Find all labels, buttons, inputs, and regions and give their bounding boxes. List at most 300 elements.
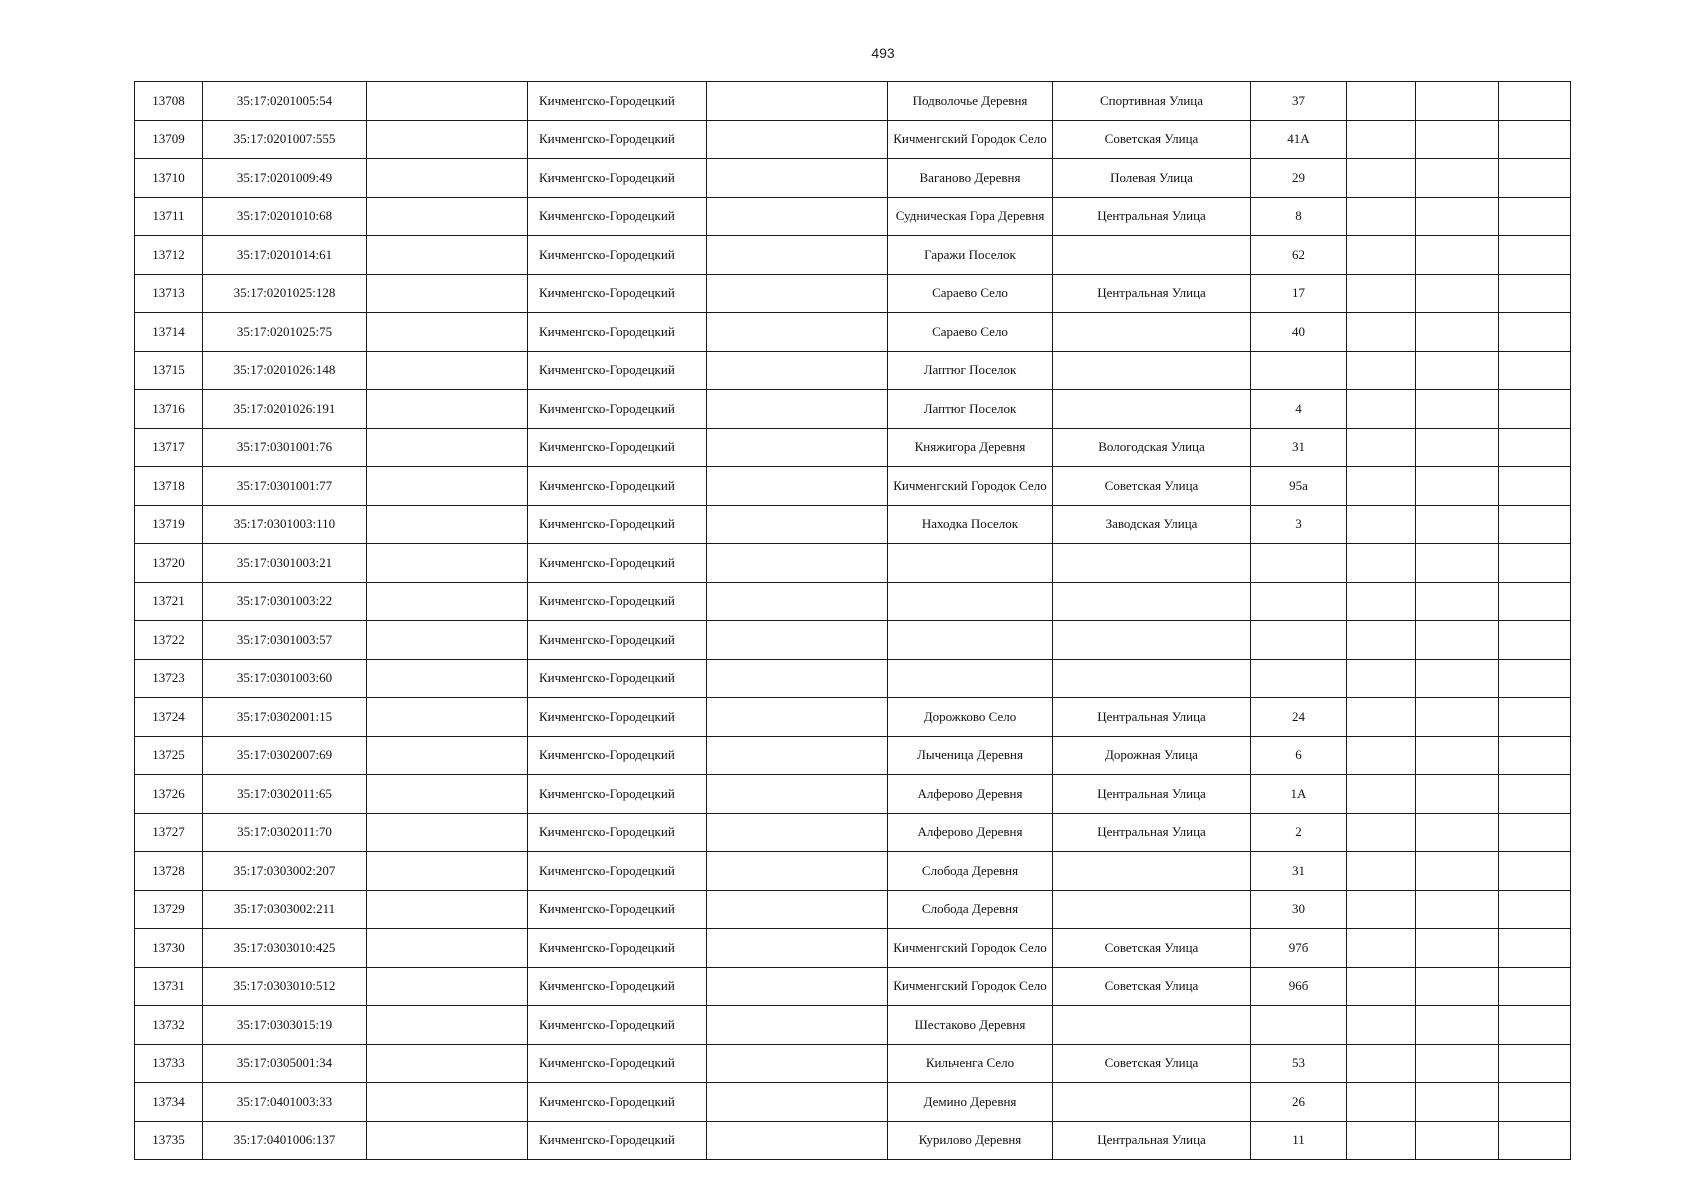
cell-column-3 xyxy=(367,159,528,198)
cell-settlement: Демино Деревня xyxy=(888,1083,1053,1122)
cell-record-number: 13717 xyxy=(135,428,203,467)
cell-street: Центральная Улица xyxy=(1053,698,1251,737)
cell-settlement: Сараево Село xyxy=(888,313,1053,352)
cell-column-9 xyxy=(1347,236,1416,275)
cell-column-3 xyxy=(367,929,528,968)
cell-column-9 xyxy=(1347,544,1416,583)
table-row xyxy=(135,390,1571,429)
cell-settlement: Лаптюг Поселок xyxy=(888,390,1053,429)
cell-column-5 xyxy=(707,582,888,621)
cell-column-11 xyxy=(1499,1121,1571,1160)
cell-column-5 xyxy=(707,428,888,467)
table-row xyxy=(135,313,1571,352)
cell-cadastral-number: 35:17:0201009:49 xyxy=(203,159,367,198)
cell-house-number: 30 xyxy=(1251,890,1347,929)
cell-column-3 xyxy=(367,390,528,429)
table-row xyxy=(135,621,1571,660)
table-row xyxy=(135,775,1571,814)
cell-cadastral-number: 35:17:0305001:34 xyxy=(203,1044,367,1083)
cell-column-10 xyxy=(1416,1044,1499,1083)
cell-cadastral-number: 35:17:0301001:77 xyxy=(203,467,367,506)
table-row xyxy=(135,82,1571,121)
cell-column-5 xyxy=(707,236,888,275)
cell-record-number: 13716 xyxy=(135,390,203,429)
cell-column-10 xyxy=(1416,1006,1499,1045)
table-row xyxy=(135,544,1571,583)
cell-column-3 xyxy=(367,967,528,1006)
cell-record-number: 13731 xyxy=(135,967,203,1006)
cell-column-3 xyxy=(367,890,528,929)
cell-district: Кичменгско-Городецкий xyxy=(528,351,707,390)
cell-column-3 xyxy=(367,698,528,737)
cell-settlement: Лыченица Деревня xyxy=(888,736,1053,775)
cell-settlement: Алферово Деревня xyxy=(888,813,1053,852)
cell-record-number: 13734 xyxy=(135,1083,203,1122)
cell-column-11 xyxy=(1499,505,1571,544)
table-row xyxy=(135,582,1571,621)
cell-cadastral-number: 35:17:0301001:76 xyxy=(203,428,367,467)
cell-record-number: 13724 xyxy=(135,698,203,737)
cell-district: Кичменгско-Городецкий xyxy=(528,274,707,313)
cell-column-9 xyxy=(1347,120,1416,159)
table-row xyxy=(135,1083,1571,1122)
cell-street: Центральная Улица xyxy=(1053,197,1251,236)
cell-column-9 xyxy=(1347,1083,1416,1122)
cell-column-9 xyxy=(1347,467,1416,506)
cell-record-number: 13718 xyxy=(135,467,203,506)
cell-column-3 xyxy=(367,274,528,313)
cell-column-5 xyxy=(707,621,888,660)
cell-cadastral-number: 35:17:0401003:33 xyxy=(203,1083,367,1122)
cell-column-3 xyxy=(367,544,528,583)
cell-district: Кичменгско-Городецкий xyxy=(528,1121,707,1160)
cell-house-number: 4 xyxy=(1251,390,1347,429)
cell-column-10 xyxy=(1416,467,1499,506)
cell-street: Центральная Улица xyxy=(1053,813,1251,852)
cell-record-number: 13723 xyxy=(135,659,203,698)
cell-column-5 xyxy=(707,929,888,968)
cell-settlement: Лаптюг Поселок xyxy=(888,351,1053,390)
cell-record-number: 13721 xyxy=(135,582,203,621)
page-number: 493 xyxy=(871,45,895,61)
cell-district: Кичменгско-Городецкий xyxy=(528,505,707,544)
table-row xyxy=(135,351,1571,390)
cell-column-11 xyxy=(1499,698,1571,737)
cell-settlement: Слобода Деревня xyxy=(888,890,1053,929)
table-row xyxy=(135,1044,1571,1083)
cell-district: Кичменгско-Городецкий xyxy=(528,313,707,352)
cell-district: Кичменгско-Городецкий xyxy=(528,120,707,159)
cell-column-10 xyxy=(1416,852,1499,891)
cell-column-9 xyxy=(1347,197,1416,236)
table-row xyxy=(135,890,1571,929)
cell-column-10 xyxy=(1416,428,1499,467)
cell-column-3 xyxy=(367,467,528,506)
registry-body xyxy=(135,82,1571,1160)
cell-cadastral-number: 35:17:0302007:69 xyxy=(203,736,367,775)
table-row xyxy=(135,428,1571,467)
cell-column-5 xyxy=(707,390,888,429)
cell-house-number: 41А xyxy=(1251,120,1347,159)
cell-column-10 xyxy=(1416,621,1499,660)
cell-house-number: 37 xyxy=(1251,82,1347,121)
cell-column-11 xyxy=(1499,313,1571,352)
cell-settlement xyxy=(888,621,1053,660)
cell-record-number: 13719 xyxy=(135,505,203,544)
cell-settlement: Алферово Деревня xyxy=(888,775,1053,814)
cell-column-9 xyxy=(1347,775,1416,814)
cell-column-11 xyxy=(1499,351,1571,390)
cell-column-5 xyxy=(707,82,888,121)
cell-cadastral-number: 35:17:0301003:21 xyxy=(203,544,367,583)
cell-column-11 xyxy=(1499,467,1571,506)
cell-column-10 xyxy=(1416,582,1499,621)
cell-column-10 xyxy=(1416,505,1499,544)
cell-settlement: Кичменгский Городок Село xyxy=(888,929,1053,968)
cell-column-10 xyxy=(1416,236,1499,275)
cell-cadastral-number: 35:17:0303002:211 xyxy=(203,890,367,929)
cell-column-10 xyxy=(1416,351,1499,390)
cell-cadastral-number: 35:17:0303010:425 xyxy=(203,929,367,968)
cell-district: Кичменгско-Городецкий xyxy=(528,929,707,968)
cell-record-number: 13709 xyxy=(135,120,203,159)
cell-column-5 xyxy=(707,852,888,891)
cell-district: Кичменгско-Городецкий xyxy=(528,890,707,929)
cell-record-number: 13727 xyxy=(135,813,203,852)
table-row xyxy=(135,159,1571,198)
cell-column-10 xyxy=(1416,659,1499,698)
cell-column-5 xyxy=(707,544,888,583)
cell-cadastral-number: 35:17:0301003:60 xyxy=(203,659,367,698)
cell-house-number: 3 xyxy=(1251,505,1347,544)
cell-record-number: 13725 xyxy=(135,736,203,775)
cell-cadastral-number: 35:17:0201026:148 xyxy=(203,351,367,390)
cell-column-5 xyxy=(707,890,888,929)
table-row xyxy=(135,467,1571,506)
cell-column-9 xyxy=(1347,428,1416,467)
cell-district: Кичменгско-Городецкий xyxy=(528,852,707,891)
cell-column-3 xyxy=(367,197,528,236)
cell-column-11 xyxy=(1499,967,1571,1006)
cell-cadastral-number: 35:17:0201005:54 xyxy=(203,82,367,121)
cell-column-5 xyxy=(707,736,888,775)
cell-district: Кичменгско-Городецкий xyxy=(528,236,707,275)
cell-column-3 xyxy=(367,736,528,775)
cell-street xyxy=(1053,1006,1251,1045)
cell-district: Кичменгско-Городецкий xyxy=(528,967,707,1006)
cell-cadastral-number: 35:17:0301003:22 xyxy=(203,582,367,621)
cell-settlement: Кичменгский Городок Село xyxy=(888,967,1053,1006)
cell-cadastral-number: 35:17:0303010:512 xyxy=(203,967,367,1006)
cell-house-number xyxy=(1251,351,1347,390)
cell-column-9 xyxy=(1347,1006,1416,1045)
cell-settlement: Кильченга Село xyxy=(888,1044,1053,1083)
cell-street xyxy=(1053,351,1251,390)
cell-house-number: 31 xyxy=(1251,852,1347,891)
cell-column-3 xyxy=(367,775,528,814)
cell-street: Полевая Улица xyxy=(1053,159,1251,198)
cell-column-11 xyxy=(1499,159,1571,198)
cell-column-9 xyxy=(1347,659,1416,698)
cell-settlement: Курилово Деревня xyxy=(888,1121,1053,1160)
cell-street xyxy=(1053,621,1251,660)
cell-column-3 xyxy=(367,236,528,275)
cell-column-5 xyxy=(707,659,888,698)
cell-street xyxy=(1053,659,1251,698)
cell-column-3 xyxy=(367,621,528,660)
cell-cadastral-number: 35:17:0201025:75 xyxy=(203,313,367,352)
cell-settlement: Кичменгский Городок Село xyxy=(888,467,1053,506)
cell-column-10 xyxy=(1416,120,1499,159)
cell-column-3 xyxy=(367,852,528,891)
cell-column-5 xyxy=(707,775,888,814)
cell-record-number: 13722 xyxy=(135,621,203,660)
cell-district: Кичменгско-Городецкий xyxy=(528,736,707,775)
cell-column-5 xyxy=(707,1006,888,1045)
cell-column-11 xyxy=(1499,82,1571,121)
cell-column-5 xyxy=(707,274,888,313)
cell-record-number: 13732 xyxy=(135,1006,203,1045)
table-row xyxy=(135,236,1571,275)
cell-column-11 xyxy=(1499,582,1571,621)
table-row xyxy=(135,698,1571,737)
cell-column-10 xyxy=(1416,1121,1499,1160)
cell-settlement: Судническая Гора Деревня xyxy=(888,197,1053,236)
cell-house-number: 6 xyxy=(1251,736,1347,775)
cell-column-10 xyxy=(1416,967,1499,1006)
cell-record-number: 13726 xyxy=(135,775,203,814)
cell-column-11 xyxy=(1499,274,1571,313)
cell-settlement: Княжигора Деревня xyxy=(888,428,1053,467)
cell-settlement xyxy=(888,544,1053,583)
cell-column-5 xyxy=(707,197,888,236)
cell-cadastral-number: 35:17:0302011:70 xyxy=(203,813,367,852)
cell-settlement: Кичменгский Городок Село xyxy=(888,120,1053,159)
cell-house-number: 11 xyxy=(1251,1121,1347,1160)
cell-column-9 xyxy=(1347,813,1416,852)
cell-column-10 xyxy=(1416,544,1499,583)
cell-street xyxy=(1053,890,1251,929)
cell-column-3 xyxy=(367,82,528,121)
cell-column-9 xyxy=(1347,967,1416,1006)
cell-settlement xyxy=(888,582,1053,621)
cell-cadastral-number: 35:17:0303002:207 xyxy=(203,852,367,891)
cell-column-10 xyxy=(1416,775,1499,814)
cell-record-number: 13715 xyxy=(135,351,203,390)
table-row xyxy=(135,736,1571,775)
cell-house-number xyxy=(1251,1006,1347,1045)
cell-street: Советская Улица xyxy=(1053,120,1251,159)
cell-cadastral-number: 35:17:0201014:61 xyxy=(203,236,367,275)
cell-column-11 xyxy=(1499,390,1571,429)
cell-column-9 xyxy=(1347,1044,1416,1083)
cell-settlement: Слобода Деревня xyxy=(888,852,1053,891)
cell-house-number: 96б xyxy=(1251,967,1347,1006)
cell-house-number xyxy=(1251,582,1347,621)
cell-street xyxy=(1053,236,1251,275)
cell-column-9 xyxy=(1347,582,1416,621)
cell-column-11 xyxy=(1499,929,1571,968)
cell-settlement: Шестаково Деревня xyxy=(888,1006,1053,1045)
cell-column-11 xyxy=(1499,813,1571,852)
cell-cadastral-number: 35:17:0301003:57 xyxy=(203,621,367,660)
cell-house-number: 97б xyxy=(1251,929,1347,968)
cell-street xyxy=(1053,852,1251,891)
cell-column-9 xyxy=(1347,929,1416,968)
cell-column-5 xyxy=(707,1121,888,1160)
cell-street: Вологодская Улица xyxy=(1053,428,1251,467)
cell-record-number: 13712 xyxy=(135,236,203,275)
cell-cadastral-number: 35:17:0401006:137 xyxy=(203,1121,367,1160)
cell-column-9 xyxy=(1347,1121,1416,1160)
cell-street xyxy=(1053,313,1251,352)
cell-street xyxy=(1053,544,1251,583)
cell-column-9 xyxy=(1347,313,1416,352)
cell-column-11 xyxy=(1499,659,1571,698)
cell-column-9 xyxy=(1347,736,1416,775)
cell-column-5 xyxy=(707,698,888,737)
cell-district: Кичменгско-Городецкий xyxy=(528,1044,707,1083)
cell-column-9 xyxy=(1347,890,1416,929)
cell-column-10 xyxy=(1416,197,1499,236)
cell-column-10 xyxy=(1416,159,1499,198)
cell-district: Кичменгско-Городецкий xyxy=(528,1083,707,1122)
cell-record-number: 13708 xyxy=(135,82,203,121)
cell-house-number: 17 xyxy=(1251,274,1347,313)
cell-street: Спортивная Улица xyxy=(1053,82,1251,121)
cell-column-10 xyxy=(1416,813,1499,852)
cell-cadastral-number: 35:17:0302011:65 xyxy=(203,775,367,814)
cell-column-11 xyxy=(1499,197,1571,236)
cell-record-number: 13710 xyxy=(135,159,203,198)
cell-street xyxy=(1053,582,1251,621)
cell-column-11 xyxy=(1499,120,1571,159)
cell-column-3 xyxy=(367,505,528,544)
cell-column-5 xyxy=(707,1083,888,1122)
cell-column-10 xyxy=(1416,698,1499,737)
cell-settlement xyxy=(888,659,1053,698)
cell-district: Кичменгско-Городецкий xyxy=(528,1006,707,1045)
cell-column-11 xyxy=(1499,1006,1571,1045)
cell-column-5 xyxy=(707,1044,888,1083)
cell-column-11 xyxy=(1499,890,1571,929)
cell-street xyxy=(1053,390,1251,429)
table-row xyxy=(135,274,1571,313)
cell-column-11 xyxy=(1499,1083,1571,1122)
cell-street: Советская Улица xyxy=(1053,929,1251,968)
cell-column-10 xyxy=(1416,274,1499,313)
cell-district: Кичменгско-Городецкий xyxy=(528,428,707,467)
cell-record-number: 13729 xyxy=(135,890,203,929)
table-row xyxy=(135,929,1571,968)
cell-column-9 xyxy=(1347,351,1416,390)
cell-district: Кичменгско-Городецкий xyxy=(528,467,707,506)
cell-column-9 xyxy=(1347,621,1416,660)
cell-column-10 xyxy=(1416,390,1499,429)
cell-column-11 xyxy=(1499,1044,1571,1083)
cell-house-number: 95а xyxy=(1251,467,1347,506)
cell-column-3 xyxy=(367,120,528,159)
cell-column-10 xyxy=(1416,313,1499,352)
cell-settlement: Гаражи Поселок xyxy=(888,236,1053,275)
cell-column-10 xyxy=(1416,890,1499,929)
cell-record-number: 13730 xyxy=(135,929,203,968)
table-row xyxy=(135,505,1571,544)
cell-column-5 xyxy=(707,813,888,852)
table-row xyxy=(135,813,1571,852)
cell-settlement: Подволочье Деревня xyxy=(888,82,1053,121)
cell-house-number: 62 xyxy=(1251,236,1347,275)
table-row xyxy=(135,852,1571,891)
cell-street: Центральная Улица xyxy=(1053,274,1251,313)
cell-column-3 xyxy=(367,813,528,852)
cell-street xyxy=(1053,1083,1251,1122)
cell-street: Советская Улица xyxy=(1053,467,1251,506)
cell-column-9 xyxy=(1347,159,1416,198)
cell-cadastral-number: 35:17:0201007:555 xyxy=(203,120,367,159)
cell-house-number: 29 xyxy=(1251,159,1347,198)
cell-record-number: 13714 xyxy=(135,313,203,352)
cell-settlement: Ваганово Деревня xyxy=(888,159,1053,198)
cell-cadastral-number: 35:17:0201010:68 xyxy=(203,197,367,236)
cell-house-number xyxy=(1251,544,1347,583)
cell-house-number: 40 xyxy=(1251,313,1347,352)
cell-house-number: 8 xyxy=(1251,197,1347,236)
cell-column-10 xyxy=(1416,929,1499,968)
cell-column-5 xyxy=(707,120,888,159)
cell-street: Советская Улица xyxy=(1053,1044,1251,1083)
cell-column-5 xyxy=(707,505,888,544)
cell-column-11 xyxy=(1499,775,1571,814)
cell-column-11 xyxy=(1499,621,1571,660)
cell-column-11 xyxy=(1499,736,1571,775)
cell-column-11 xyxy=(1499,428,1571,467)
cell-house-number: 31 xyxy=(1251,428,1347,467)
cell-street: Центральная Улица xyxy=(1053,775,1251,814)
cell-column-11 xyxy=(1499,852,1571,891)
cell-cadastral-number: 35:17:0301003:110 xyxy=(203,505,367,544)
table-row xyxy=(135,967,1571,1006)
cell-house-number: 26 xyxy=(1251,1083,1347,1122)
cell-house-number: 24 xyxy=(1251,698,1347,737)
cell-district: Кичменгско-Городецкий xyxy=(528,82,707,121)
cell-column-5 xyxy=(707,313,888,352)
cell-house-number xyxy=(1251,621,1347,660)
cell-street: Советская Улица xyxy=(1053,967,1251,1006)
cell-house-number: 53 xyxy=(1251,1044,1347,1083)
cell-column-3 xyxy=(367,351,528,390)
cell-column-10 xyxy=(1416,736,1499,775)
cell-district: Кичменгско-Городецкий xyxy=(528,582,707,621)
cell-column-3 xyxy=(367,313,528,352)
cell-cadastral-number: 35:17:0201026:191 xyxy=(203,390,367,429)
registry-table xyxy=(134,81,1571,1160)
table-row xyxy=(135,197,1571,236)
cell-district: Кичменгско-Городецкий xyxy=(528,698,707,737)
cell-cadastral-number: 35:17:0201025:128 xyxy=(203,274,367,313)
cell-column-3 xyxy=(367,1121,528,1160)
cell-column-5 xyxy=(707,159,888,198)
cell-record-number: 13711 xyxy=(135,197,203,236)
cell-district: Кичменгско-Городецкий xyxy=(528,659,707,698)
cell-district: Кичменгско-Городецкий xyxy=(528,775,707,814)
cell-street: Заводская Улица xyxy=(1053,505,1251,544)
cell-column-11 xyxy=(1499,236,1571,275)
cell-house-number xyxy=(1251,659,1347,698)
cell-record-number: 13720 xyxy=(135,544,203,583)
cell-column-5 xyxy=(707,967,888,1006)
cell-district: Кичменгско-Городецкий xyxy=(528,390,707,429)
